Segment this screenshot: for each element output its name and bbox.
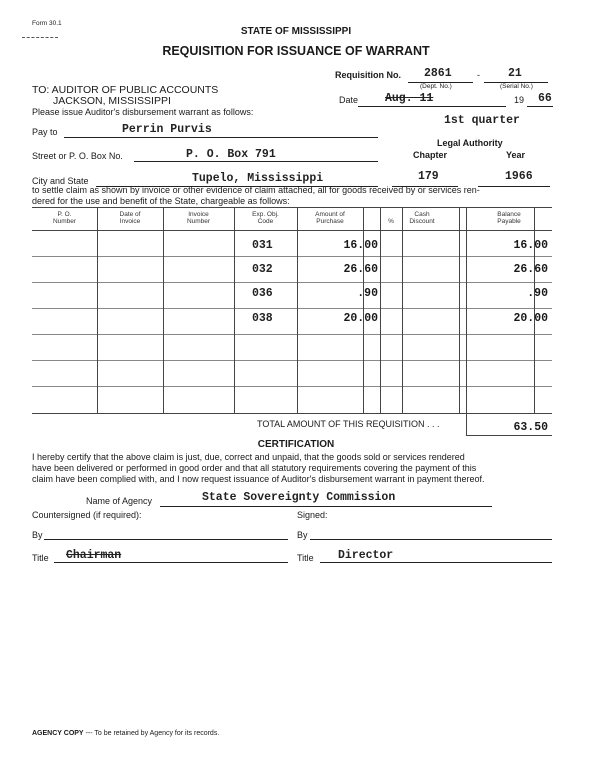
certification-title: CERTIFICATION	[257, 439, 335, 450]
exp-obj-code: 031	[252, 239, 273, 252]
requisition-dash: -	[477, 70, 480, 80]
form-number: Form 30.1	[32, 20, 62, 27]
header-date-of-invoice: Date of Invoice	[119, 211, 141, 225]
chapter-label: Chapter	[413, 150, 448, 160]
by-label-left: By	[32, 530, 43, 540]
certification-line-1: I hereby certify that the above claim is just, due, correct and unpaid, that the goods sold or services rendered	[32, 452, 465, 462]
header-invoice-number: Invoice Number	[186, 211, 211, 225]
street-value: P. O. Box 791	[186, 148, 276, 161]
form-mark	[22, 37, 58, 38]
date-value: Aug. 11	[385, 92, 434, 105]
dept-number: 2861	[424, 67, 452, 80]
settle-text-1: to settle claim as shown by invoice or other evidence of claim attached, all for goods received by or services ren-	[32, 185, 480, 195]
amount-of-purchase: 20.00	[343, 312, 378, 325]
serial-caption: (Serial No.)	[500, 83, 533, 90]
agency-name-label: Name of Agency	[86, 496, 153, 506]
title-value-right: Director	[338, 549, 394, 562]
form-title: REQUISITION FOR ISSUANCE OF WARRANT	[162, 44, 430, 58]
city-label: City and State	[32, 176, 89, 186]
balance-payable: 16.00	[513, 239, 548, 252]
header-exp-obj-code: Exp. Obj. Code	[252, 211, 279, 225]
header-cash-discount: Cash Discount	[409, 211, 435, 225]
footer	[32, 730, 219, 737]
header-po-number: P. O. Number	[52, 211, 77, 225]
settle-text-2: dered for the use and benefit of the State, chargeable as follows:	[32, 196, 290, 206]
dept-caption: (Dept. No.)	[420, 83, 452, 90]
chapter-value: 179	[418, 170, 439, 183]
year-suffix: 66	[538, 92, 552, 105]
year-value: 1966	[505, 170, 533, 183]
countersigned-label: Countersigned (if required):	[32, 510, 142, 520]
serial-number: 21	[508, 67, 522, 80]
pay-to-label: Pay to	[32, 127, 58, 137]
total-label: TOTAL AMOUNT OF THIS REQUISITION . . .	[257, 419, 440, 429]
quarter: 1st quarter	[444, 114, 520, 127]
by-label-right: By	[297, 530, 308, 540]
exp-obj-code: 038	[252, 312, 273, 325]
header-percent: %	[388, 218, 394, 225]
agency-copy-label: AGENCY COPY	[32, 730, 84, 737]
agency-copy-text: --- To be retained by Agency for its records.	[85, 730, 220, 737]
date-label: Date	[339, 95, 359, 105]
balance-payable: 26.60	[513, 263, 548, 276]
state-heading: STATE OF MISSISSIPPI	[240, 26, 352, 37]
header-amount-of-purchase: Amount of Purchase	[315, 211, 345, 225]
amount-of-purchase: .90	[357, 287, 378, 300]
instruction: Please issue Auditor's disbursement warrant as follows:	[32, 107, 254, 117]
to-line-1: TO: AUDITOR OF PUBLIC ACCOUNTS	[32, 84, 219, 96]
year-label: Year	[506, 150, 526, 160]
exp-obj-code: 036	[252, 287, 273, 300]
header-balance-payable: Balance Payable	[497, 211, 521, 225]
city-value: Tupelo, Mississippi	[192, 172, 324, 185]
signed-label: Signed:	[297, 510, 328, 520]
legal-authority-label: Legal Authority	[437, 138, 503, 148]
street-label: Street or P. O. Box No.	[32, 151, 123, 161]
title-value-left: Chairman	[66, 549, 122, 562]
requisition-label: Requisition No.	[335, 70, 401, 80]
balance-payable: .90	[527, 287, 548, 300]
exp-obj-code: 032	[252, 263, 273, 276]
agency-name-value: State Sovereignty Commission	[202, 491, 396, 504]
pay-to-value: Perrin Purvis	[122, 123, 212, 136]
amount-of-purchase: 16.00	[343, 239, 378, 252]
to-line-2: JACKSON, MISSISSIPPI	[53, 95, 171, 107]
total-value: 63.50	[513, 421, 548, 434]
year-prefix: 19	[514, 95, 525, 105]
balance-payable: 20.00	[513, 312, 548, 325]
certification-line-2: have been delivered or performed in good order and that all statutory requirements covering the payment of this	[32, 463, 477, 473]
title-label-left: Title	[32, 553, 49, 563]
title-label-right: Title	[297, 553, 314, 563]
certification-line-3: claim have been complied with, and I now request issuance of Auditor's disbursement warrant in payment thereof.	[32, 474, 485, 484]
amount-of-purchase: 26.60	[343, 263, 378, 276]
